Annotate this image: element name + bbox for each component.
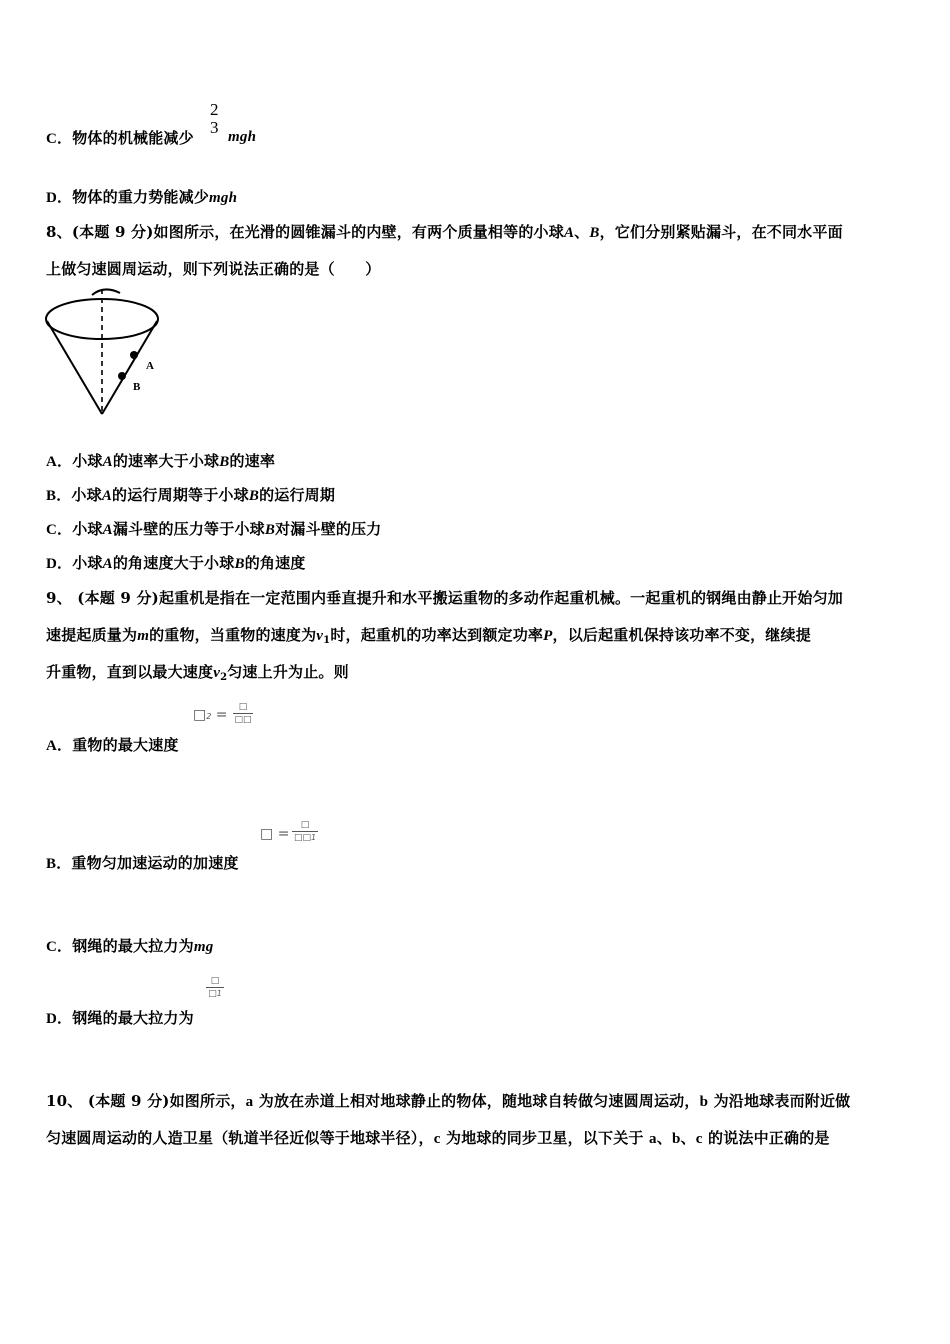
q9-option-a: A．重物的最大速度 (46, 736, 179, 754)
q9-formula-d-fraction: □ □1 (206, 976, 224, 999)
q9-option-c: C．钢绳的最大拉力为mg (46, 937, 214, 955)
q9-stem-line2: 速提起质量为m的重物，当重物的速度为$v_1$时，起重机的功率达到额定功率P，以后起重机保持该功率不变，继续提 (46, 626, 811, 646)
q8-stem-line2: 上做匀速圆周运动，则下列说法正确的是（ ） (46, 260, 381, 278)
q9-formula-a-lhs: □2 = (193, 707, 228, 723)
q7-option-d: D．物体的重力势能减少mgh (46, 188, 238, 206)
q9-stem-line1: 9、 (本题 9 分)起重机是指在一定范围内垂直提升和水平搬运重物的多动作起重机械。一起重机的钢绳由静止开始匀加 (46, 589, 843, 607)
rotation-arrow-icon (92, 289, 120, 295)
q10-stem-line1: 10、 (本题 9 分)如图所示，a 为放在赤道上相对地球静止的物体，随地球自转做匀速圆周运动，b 为沿地球表而附近做 (46, 1092, 851, 1110)
q8-option-a: A．小球A的速率大于小球B的速率 (46, 452, 276, 470)
q7-option-c (46, 127, 194, 148)
option-label: C． (46, 131, 73, 147)
q7-fraction-two-thirds: 2 3 (210, 100, 219, 137)
option-text: 物体的机械能减少 (72, 129, 194, 147)
ball-a (130, 351, 138, 359)
q10-stem-line2: 匀速圆周运动的人造卫星（轨道半径近似等于地球半径），c 为地球的同步卫星，以下关于 a、b、c 的说法中正确的是 (46, 1129, 830, 1147)
q8-option-b: B．小球A的运行周期等于小球B的运行周期 (46, 486, 336, 504)
ball-b-label: B (133, 381, 141, 393)
question-score: (本题 9 分) (77, 589, 159, 607)
q8-option-c: C．小球A漏斗壁的压力等于小球B对漏斗壁的压力 (46, 520, 382, 538)
question-score: (本题 9 分) (87, 1092, 170, 1110)
q7-option-c-var: mgh (228, 129, 257, 145)
q9-formula-b-lhs: □ = (260, 826, 290, 842)
question-number: 9、 (46, 589, 72, 607)
q9-stem-line3: 升重物，直到以最大速度$v_2$匀速上升为止。则 (46, 663, 349, 683)
q8-stem-line1: 8、(本题 9 分)如图所示，在光滑的圆锥漏斗的内壁，有两个质量相等的小球A、B，它们分别紧贴漏斗，在不同水平面 (46, 223, 843, 241)
q9-option-d: D．钢绳的最大拉力为 (46, 1009, 194, 1027)
q9-formula-b-fraction: □ □□1 (293, 820, 317, 843)
q9-formula-a-fraction: □ □□ (234, 702, 252, 725)
question-number: 8、 (46, 223, 72, 241)
ball-a-label: A (146, 360, 154, 372)
question-number: 10、 (46, 1092, 83, 1110)
q8-option-d: D．小球A的角速度大于小球B的角速度 (46, 554, 306, 572)
question-score: (本题 9 分) (71, 223, 154, 241)
ball-b (118, 372, 126, 380)
cone-left-side (47, 321, 102, 414)
q9-option-b: B．重物匀加速运动的加速度 (46, 854, 239, 872)
funnel-cone-figure (44, 283, 164, 419)
